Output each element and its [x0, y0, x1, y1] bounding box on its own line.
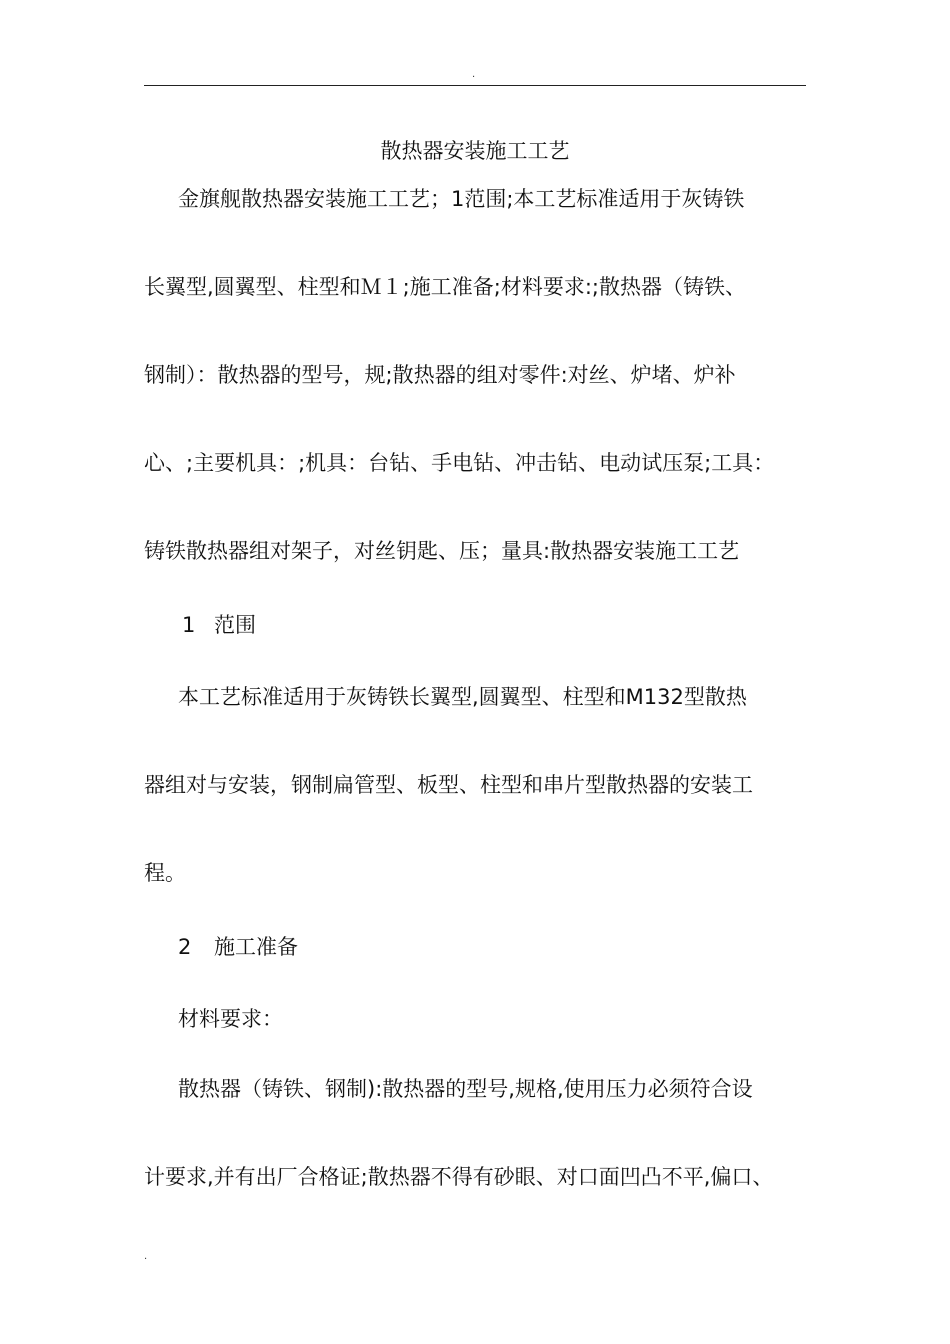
summary-line: 钢制）：散热器的型号，规;散热器的组对零件:对丝、炉堵、炉补 [144, 363, 736, 387]
summary-line: 长翼型,圆翼型、柱型和Ｍ１;施工准备;材料要求:;散热器（铸铁、 [144, 275, 746, 299]
scope-line: 本工艺标准适用于灰铸铁长翼型,圆翼型、柱型和M132型散热 [178, 685, 747, 709]
document-title: 散热器安装施工工艺 [380, 139, 570, 163]
scope-line: 器组对与安装，钢制扁管型、板型、柱型和串片型散热器的安装工 [144, 773, 753, 797]
summary-paragraph [144, 155, 806, 595]
header-marker: . [472, 69, 476, 80]
materials-paragraph [144, 1045, 806, 1221]
scope-paragraph [144, 653, 806, 917]
summary-line: 铸铁散热器组对架子，对丝钥匙、压；量具:散热器安装施工工艺 [144, 539, 740, 563]
section-heading-preparation [178, 933, 298, 961]
materials-line: 计要求,并有出厂合格证;散热器不得有砂眼、对口面凹凸不平,偏口、 [144, 1165, 774, 1189]
section-title: 施工准备 [214, 935, 298, 959]
section-title: 范围 [214, 613, 256, 637]
summary-line: 心、;主要机具：;机具：台钻、手电钻、冲击钻、电动试压泵;工具： [144, 451, 775, 475]
section-number: 1 [182, 613, 196, 637]
scope-line: 程。 [144, 861, 186, 885]
footer-marker: . [144, 1251, 148, 1262]
section-number: 2 [178, 935, 192, 959]
materials-line: 散热器（铸铁、钢制):散热器的型号,规格,使用压力必须符合设 [178, 1077, 753, 1101]
header-rule [144, 85, 806, 86]
summary-line: 金旗舰散热器安装施工工艺；1范围;本工艺标准适用于灰铸铁 [178, 187, 745, 211]
section-heading-scope [182, 611, 256, 639]
materials-heading: 材料要求： [178, 1007, 283, 1031]
